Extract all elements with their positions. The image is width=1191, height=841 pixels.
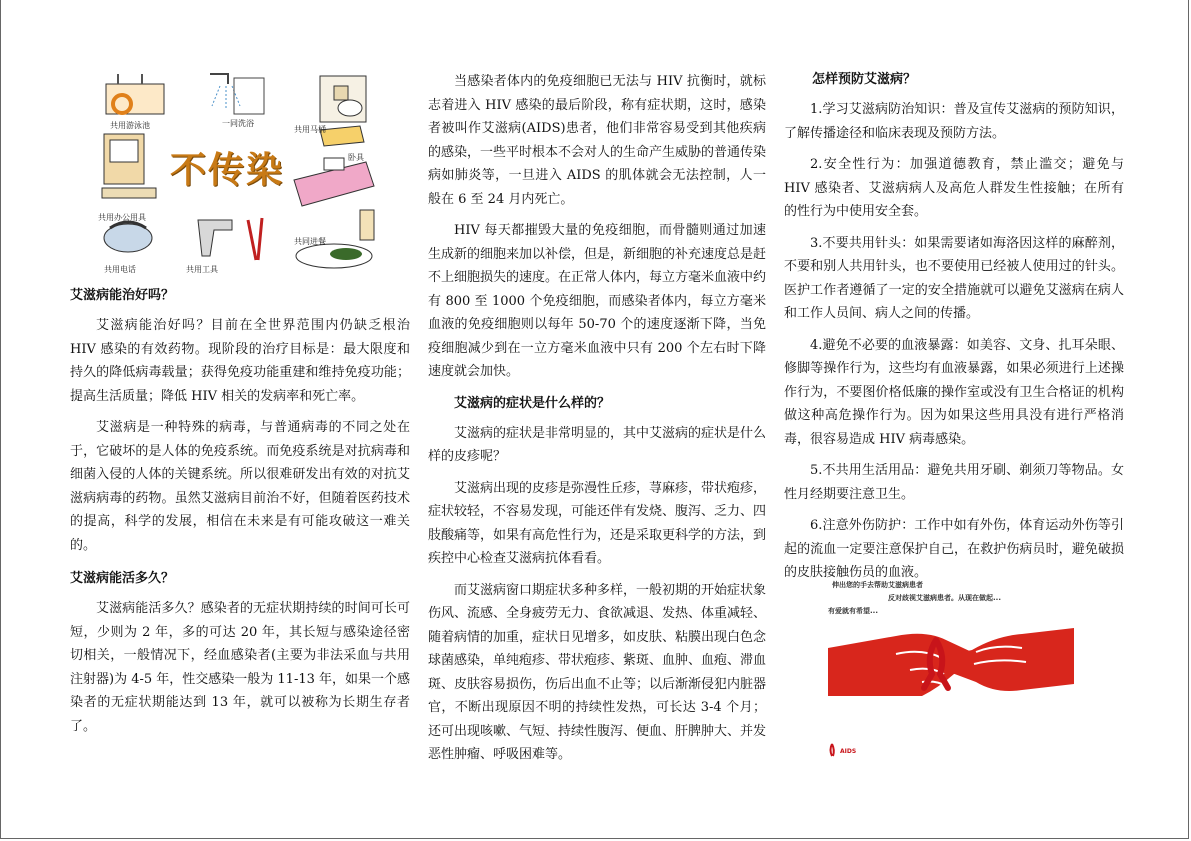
label-meal: 共同进餐 xyxy=(294,237,326,246)
paragraph: 而艾滋病窗口期症状多种多样，一般初期的开始症状象伤风、流感、全身疲劳无力、食欲减退、发热、体重减轻、随着病情的加重，症状日见增多，如皮肤、粘膜出现白色念球菌感染，单纯疱疹、带状疱疹、紫斑、血肿、血疱、滞血斑、皮肤容易损伤，伤后出血不止等；以后渐渐侵犯内脏器官，不断出现原因不明的持续性发热，可长达 3-4 个月；还可出现咳嗽、气短、持续性腹泻、便血、肝脾肿大、并发恶性肿瘤、呼吸困难等。 xyxy=(428,582,767,762)
paragraph: 艾滋病是一种特殊的病毒，与普通病毒的不同之处在于，它破坏的是人体的免疫系统。而免疫系统是对抗病毒和细菌入侵的人体的关键系统。所以很难研发出有效的对抗艾滋病病毒的药物。虽然艾滋病目前治不好，但随着医药技术的提高，科学的发展，相信在未来是有可能攻破这一难关的。 xyxy=(70,420,410,553)
middle-column xyxy=(428,0,766,767)
poster-line-1: 伸出您的手去帮助艾滋病患者 xyxy=(832,581,923,589)
label-toilet: 共用马桶 xyxy=(294,125,326,134)
section-title-cure: 艾滋病能治好吗？ xyxy=(70,288,175,303)
prevention-item-6: 6.注意外伤防护：工作中如有外伤，体育运动外伤等引起的流血一定要注意保护自己，在救护伤病员时，避免破损的皮肤接触伤员的血液。 xyxy=(784,518,1124,580)
illustration-title: 不传染 xyxy=(170,150,285,191)
section-title-symptoms: 艾滋病的症状是什么样的？ xyxy=(454,395,611,411)
paragraph: 艾滋病能治好吗？目前在全世界范围内仍缺乏根治 HIV 感染的有效药物。现阶段的治疗目标是：最大限度和持久的降低病毒载量；获得免疫功能重建和维持免疫功能；提高生活质量；降低 HIV 相关的发病率和死亡率。 xyxy=(70,318,410,404)
label-tools: 共用工具 xyxy=(186,265,218,274)
prevention-item-5: 5.不共用生活用品：避免共用牙刷、剃须刀等物品。女性月经期要注意卫生。 xyxy=(784,463,1124,502)
label-bed: 卧具 xyxy=(348,153,364,162)
label-phone: 共用电话 xyxy=(104,265,136,274)
paragraph: HIV 每天都摧毁大量的免疫细胞，而骨髓则通过加速生成新的细胞来加以补偿，但是，新细胞的补充速度总是赶不上细胞损失的速度。在正常人体内，每立方毫米血液中约有 800 至 1000 个免疫细胞，而感染者体内，每立方毫米血液的免疫细胞则以每年 50-70 个的速度逐渐下降，当免疫细胞减少到在一立方毫米血液中只有 200 个左右时下降速度就会加快。 xyxy=(428,223,767,379)
prevention-item-4: 4.避免不必要的血液暴露：如美容、文身、扎耳朵眼、修脚等操作行为，这些均有血液暴露，如果必须进行上述操作行为，不要图价格低廉的操作室或没有卫生合格证的机构做这种高危操作行为。因为如果这些用具没有进行严格消毒，很容易造成 HIV 病毒感染。 xyxy=(784,337,1124,447)
paragraph: 艾滋病出现的皮疹是弥漫性丘疹，荨麻疹，带状疱疹，症状较轻，不容易发现，可能还伴有发烧、腹泻、乏力、四肢酸痛等，如果有高危性行为，还是采取更科学的方法，到疾控中心检查艾滋病抗体看看。 xyxy=(428,480,767,566)
prevention-item-3: 3.不要共用针头：如果需要诸如海洛因这样的麻醉剂，不要和别人共用针头，也不要使用已经被人使用过的针头。医护工作者遵循了一定的安全措施就可以避免艾滋病在病人和工作人员间、病人之间的传播。 xyxy=(784,235,1124,321)
left-column xyxy=(70,0,410,738)
hands-poster xyxy=(826,578,1076,758)
label-bath: 一同洗浴 xyxy=(222,119,254,128)
prevention-item-2: 2.安全性行为：加强道德教育，禁止滥交；避免与 HIV 感染者、艾滋病病人及高危人群发生性接触；在所有的性行为中使用安全套。 xyxy=(784,157,1124,219)
paragraph: 艾滋病能活多久？感染者的无症状期持续的时间可长可短，少则为 2 年，多的可达 20 年，其长短与感染途径密切相关，一般情况下，经血感染者(主要为非法采血与共用注射器)为 4-5 年，性交感染一般为 11-13 年，如果一个感染者的无症状期能达到 13 年，就可以被称为长期生存者了。 xyxy=(70,601,411,734)
prevention-item-1: 1.学习艾滋病防治知识：普及宣传艾滋病的预防知识，了解传播途径和临床表现及预防方法。 xyxy=(784,102,1124,141)
section-title-prevention: 怎样预防艾滋病？ xyxy=(812,72,917,87)
right-column xyxy=(784,0,1124,585)
label-pool: 共用游泳池 xyxy=(110,121,150,130)
section-title-survival: 艾滋病能活多久？ xyxy=(70,571,175,586)
poster-line-3: 有爱就有希望... xyxy=(828,607,878,615)
aids-logo: AIDS xyxy=(840,748,857,755)
paragraph: 当感染者体内的免疫细胞已无法与 HIV 抗衡时，就标志着进入 HIV 感染的最后阶段，称有症状期，这时，感染者被叫作艾滋病(AIDS)患者，他们非常容易受到其他疾病的感染，一些平时根本不会对人的生命产生威胁的普通传染病如肺炎等，一旦进入 AIDS 的肌体就会无法控制，人一般在 6 至 24 月内死亡。 xyxy=(428,74,767,207)
hands-drawing xyxy=(826,578,1076,758)
poster-line-2: 反对歧视艾滋病患者。从现在做起... xyxy=(888,594,1001,602)
label-office: 共用办公用具 xyxy=(98,213,146,222)
paragraph: 艾滋病的症状是非常明显的，其中艾滋病的症状是什么样的皮疹呢？ xyxy=(428,425,767,464)
